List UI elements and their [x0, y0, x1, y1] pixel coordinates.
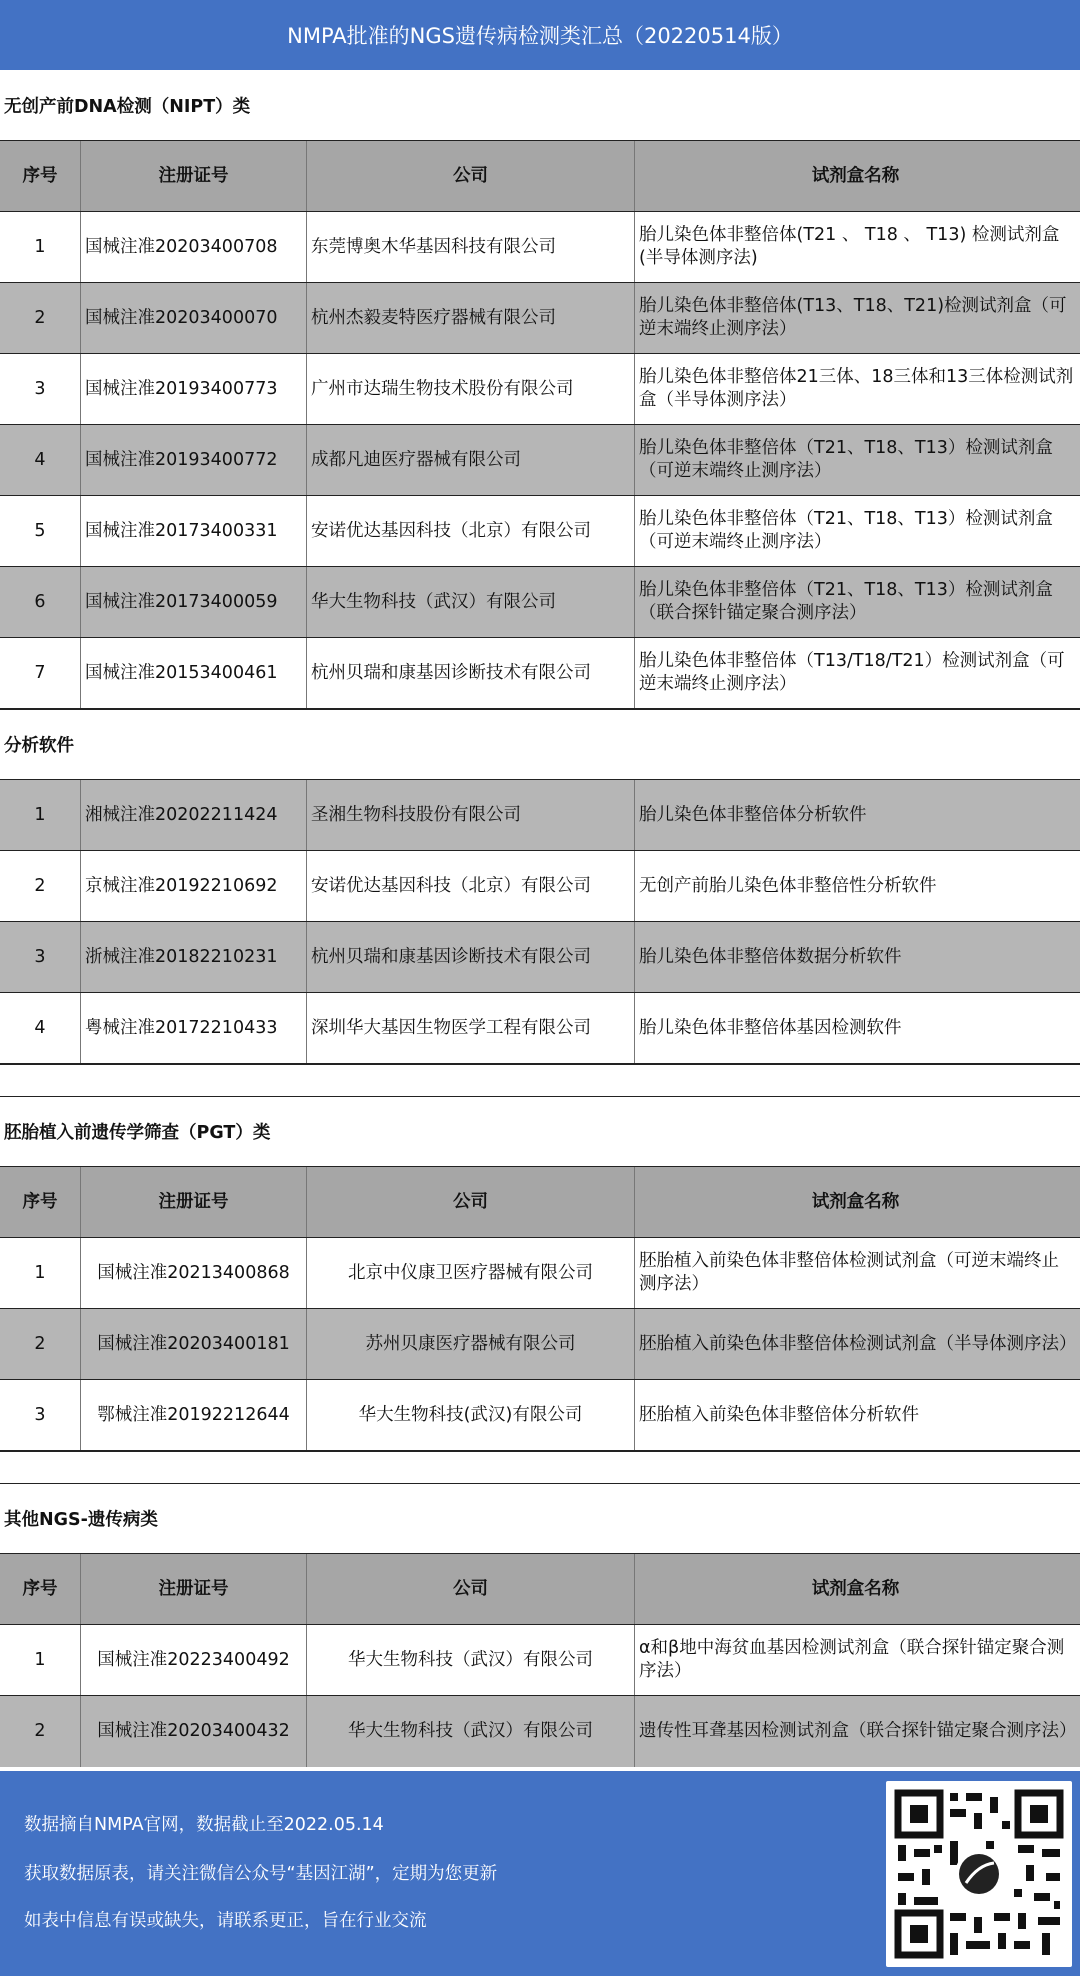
row-no: 5: [0, 496, 81, 566]
footer-source: 数据摘自NMPA官网，数据截止至2022.05.14: [24, 1815, 384, 1835]
row-company: 安诺优达基因科技（北京）有限公司: [307, 851, 635, 921]
row-reg: 国械注准20203400181: [81, 1309, 307, 1379]
section-title-pgt: 胚胎植入前遗传学筛查（PGT）类: [0, 1096, 1080, 1167]
row-company: 杭州贝瑞和康基因诊断技术有限公司: [307, 638, 635, 708]
table-row: [0, 496, 1080, 567]
row-reg: 国械注准20193400772: [81, 425, 307, 495]
row-no: 4: [0, 993, 81, 1063]
row-kit: 胎儿染色体非整倍体（T21、T18、T13）检测试剂盒（可逆末端终止测序法）: [639, 509, 1053, 552]
row-no: 3: [0, 354, 81, 424]
nipt-table: [0, 70, 1080, 1767]
row-company: 杭州贝瑞和康基因诊断技术有限公司: [307, 922, 635, 992]
row-kit: 胎儿染色体非整倍体基因检测软件: [639, 1017, 902, 1038]
table-row: [0, 212, 1080, 283]
row-company: 东莞博奥木华基因科技有限公司: [307, 212, 635, 282]
row-reg: 国械注准20203400708: [81, 212, 307, 282]
table-row: [0, 283, 1080, 354]
row-company: 成都凡迪医疗器械有限公司: [307, 425, 635, 495]
footer-contact: 如表中信息有误或缺失，请联系更正，旨在行业交流: [24, 1911, 427, 1931]
row-kit: 胚胎植入前染色体非整倍体分析软件: [639, 1404, 919, 1425]
row-reg: 浙械注准20182210231: [81, 922, 307, 992]
table-row: [0, 1696, 1080, 1767]
table-row: [0, 638, 1080, 709]
row-kit: 胎儿染色体非整倍体数据分析软件: [639, 946, 902, 967]
row-reg: 国械注准20153400461: [81, 638, 307, 708]
header-company: 公司: [307, 141, 635, 211]
header-company: 公司: [307, 1554, 635, 1624]
header-no: 序号: [0, 1554, 81, 1624]
row-company: 苏州贝康医疗器械有限公司: [307, 1309, 635, 1379]
page-title: NMPA批准的NGS遗传病检测类汇总（20220514版）: [0, 0, 1080, 70]
table-row: [0, 354, 1080, 425]
table-row: [0, 1309, 1080, 1380]
table-row: [0, 993, 1080, 1064]
row-company: 安诺优达基因科技（北京）有限公司: [307, 496, 635, 566]
row-no: 3: [0, 1380, 81, 1450]
row-kit: 胎儿染色体非整倍体（T21、T18、T13）检测试剂盒（联合探针锚定聚合测序法）: [639, 580, 1053, 623]
section-title-software: 分析软件: [0, 709, 1080, 780]
table-row: [0, 567, 1080, 638]
row-kit: 遗传性耳聋基因检测试剂盒（联合探针锚定聚合测序法）: [639, 1721, 1077, 1742]
row-kit: 胎儿染色体非整倍体(T13、T18、T21)检测试剂盒（可逆末端终止测序法）: [639, 296, 1067, 339]
row-no: 2: [0, 1696, 81, 1767]
table-header: [0, 1167, 1080, 1238]
section-title-other: 其他NGS-遗传病类: [0, 1483, 1080, 1554]
footer: [0, 1771, 1080, 1976]
row-reg: 鄂械注准20192212644: [81, 1380, 307, 1450]
spacer: [0, 1451, 1080, 1483]
section-title-nipt: 无创产前DNA检测（NIPT）类: [0, 70, 1080, 141]
row-kit: 胎儿染色体非整倍体(T21 、 T18 、 T13) 检测试剂盒(半导体测序法): [639, 225, 1060, 268]
header-company: 公司: [307, 1167, 635, 1237]
row-company: 华大生物科技(武汉)有限公司: [307, 1380, 635, 1450]
row-kit: 胚胎植入前染色体非整倍体检测试剂盒（半导体测序法）: [639, 1333, 1077, 1354]
row-no: 1: [0, 780, 81, 850]
header-reg: 注册证号: [81, 141, 307, 211]
row-reg: 国械注准20203400432: [81, 1696, 307, 1767]
footer-follow: 获取数据原表，请关注微信公众号“基因江湖”，定期为您更新: [24, 1864, 498, 1884]
header-reg: 注册证号: [81, 1167, 307, 1237]
row-kit: α和β地中海贫血基因检测试剂盒（联合探针锚定聚合测序法）: [639, 1638, 1065, 1681]
table-row: [0, 780, 1080, 851]
row-kit: 胎儿染色体非整倍体21三体、18三体和13三体检测试剂盒（半导体测序法）: [639, 367, 1074, 410]
table-header: [0, 1554, 1080, 1625]
table-row: [0, 1625, 1080, 1696]
row-kit: 胚胎植入前染色体非整倍体检测试剂盒（可逆末端终止测序法）: [639, 1251, 1059, 1294]
row-no: 6: [0, 567, 81, 637]
row-reg: 国械注准20213400868: [81, 1238, 307, 1308]
table-row: [0, 1238, 1080, 1309]
row-reg: 粤械注准20172210433: [81, 993, 307, 1063]
qr-code-icon: [886, 1781, 1072, 1967]
row-kit: 胎儿染色体非整倍体（T21、T18、T13）检测试剂盒（可逆末端终止测序法）: [639, 438, 1053, 481]
row-no: 2: [0, 1309, 81, 1379]
row-reg: 国械注准20173400331: [81, 496, 307, 566]
table-row: [0, 1380, 1080, 1451]
table-row: [0, 922, 1080, 993]
row-reg: 国械注准20193400773: [81, 354, 307, 424]
spacer: [0, 1064, 1080, 1096]
qr-code-graphic: [886, 1781, 1072, 1967]
row-kit: 无创产前胎儿染色体非整倍性分析软件: [639, 875, 937, 896]
table-row: [0, 425, 1080, 496]
row-no: 1: [0, 212, 81, 282]
row-no: 1: [0, 1238, 81, 1308]
row-reg: 国械注准20223400492: [81, 1625, 307, 1695]
header-no: 序号: [0, 141, 81, 211]
row-company: 华大生物科技（武汉）有限公司: [307, 567, 635, 637]
row-company: 广州市达瑞生物技术股份有限公司: [307, 354, 635, 424]
row-company: 华大生物科技（武汉）有限公司: [307, 1625, 635, 1695]
header-kit: 试剂盒名称: [811, 1578, 900, 1599]
header-kit: 试剂盒名称: [811, 1191, 900, 1212]
row-company: 杭州杰毅麦特医疗器械有限公司: [307, 283, 635, 353]
row-no: 2: [0, 283, 81, 353]
row-company: 圣湘生物科技股份有限公司: [307, 780, 635, 850]
row-reg: 湘械注准20202211424: [81, 780, 307, 850]
row-kit: 胎儿染色体非整倍体分析软件: [639, 804, 867, 825]
row-reg: 国械注准20173400059: [81, 567, 307, 637]
row-kit: 胎儿染色体非整倍体（T13/T18/T21）检测试剂盒（可逆末端终止测序法）: [639, 651, 1065, 694]
row-no: 1: [0, 1625, 81, 1695]
row-company: 深圳华大基因生物医学工程有限公司: [307, 993, 635, 1063]
table-header: [0, 141, 1080, 212]
row-reg: 京械注准20192210692: [81, 851, 307, 921]
row-reg: 国械注准20203400070: [81, 283, 307, 353]
header-reg: 注册证号: [81, 1554, 307, 1624]
table-row: [0, 851, 1080, 922]
row-no: 7: [0, 638, 81, 708]
row-company: 北京中仪康卫医疗器械有限公司: [307, 1238, 635, 1308]
row-company: 华大生物科技（武汉）有限公司: [307, 1696, 635, 1767]
header-no: 序号: [0, 1167, 81, 1237]
row-no: 4: [0, 425, 81, 495]
row-no: 3: [0, 922, 81, 992]
row-no: 2: [0, 851, 81, 921]
header-kit: 试剂盒名称: [811, 165, 900, 186]
